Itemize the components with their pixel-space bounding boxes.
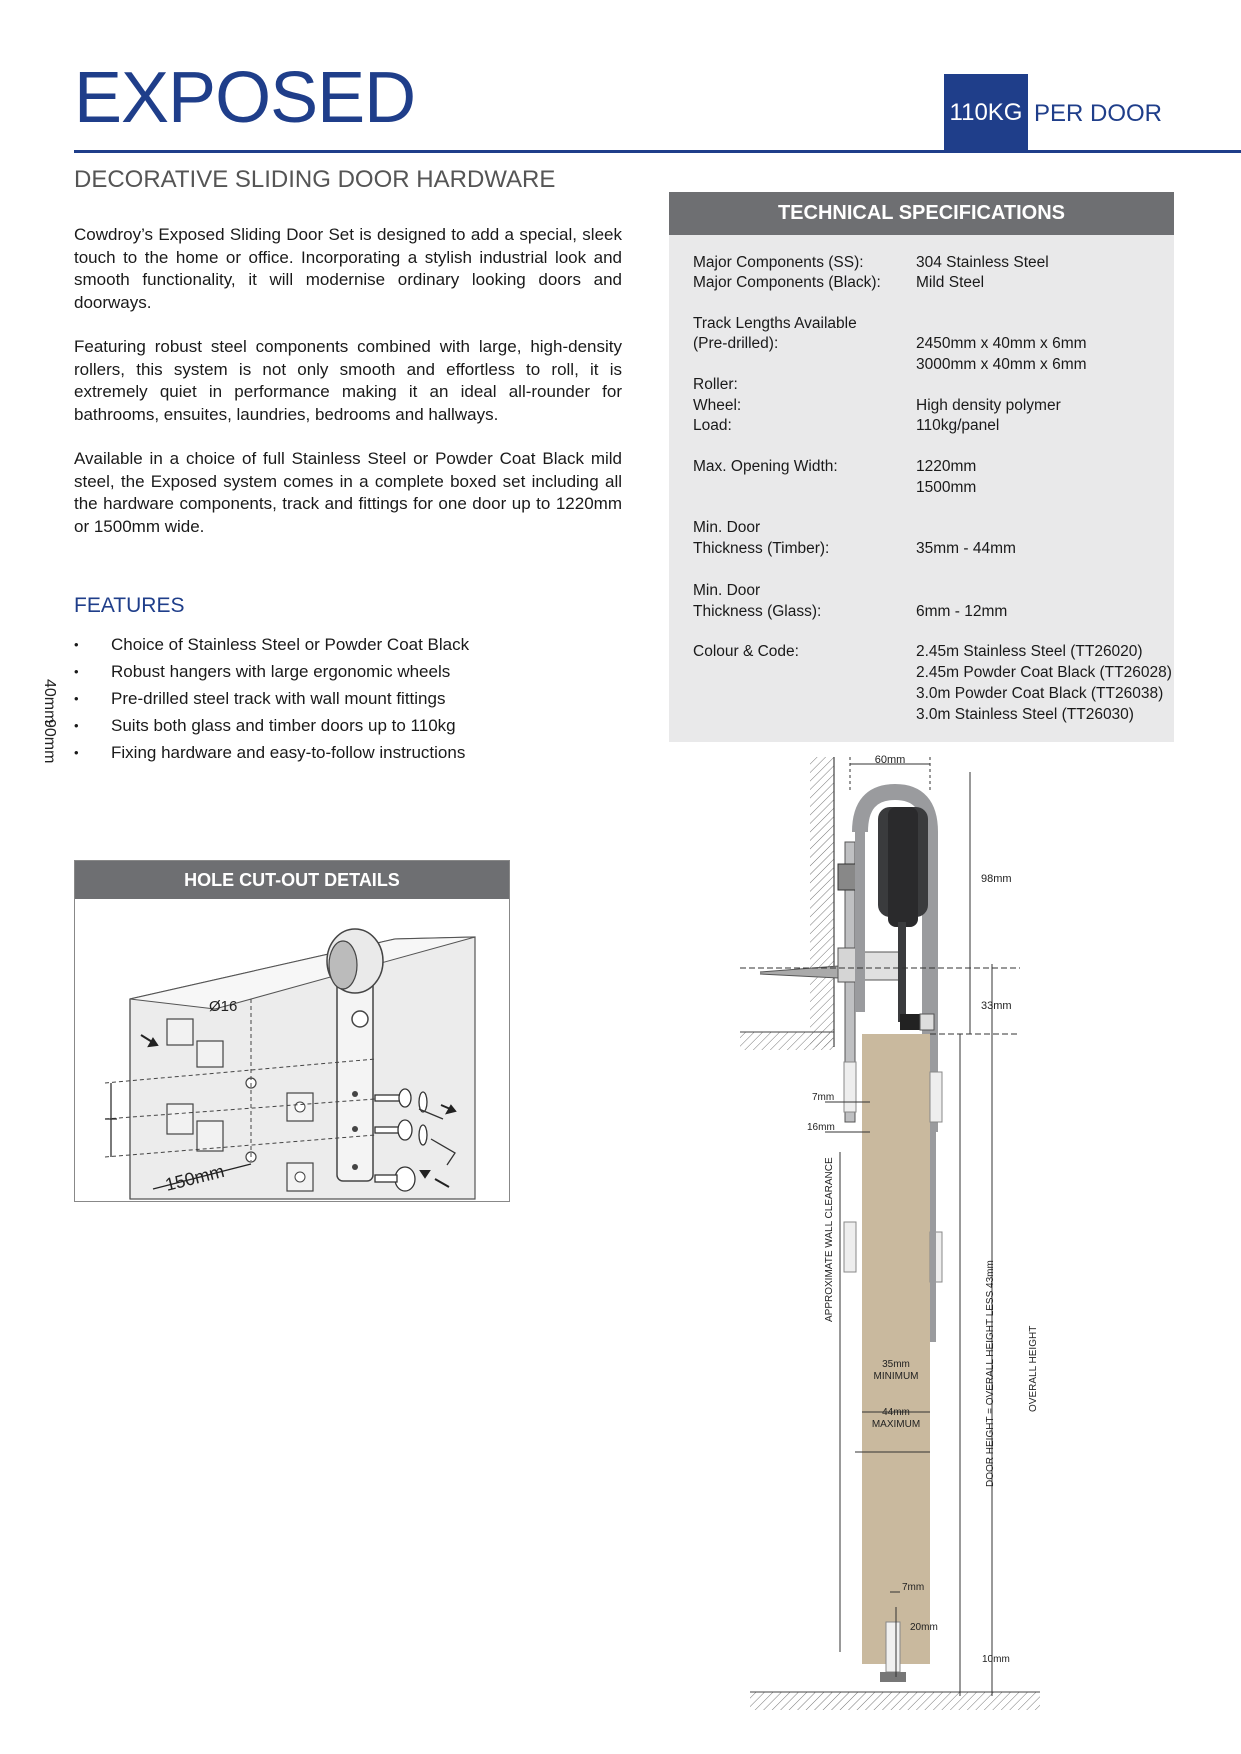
spec-label: Wheel: bbox=[693, 397, 742, 414]
feature-item: • Robust hangers with large ergonomic wheels bbox=[74, 658, 469, 685]
dim-44mm: 44mm bbox=[882, 1407, 910, 1418]
dim-7mm: 7mm bbox=[812, 1092, 835, 1103]
spec-label: Min. Door bbox=[693, 582, 761, 599]
dim-16mm: 16mm bbox=[807, 1122, 835, 1133]
hole-diameter-label: Ø16 bbox=[209, 998, 238, 1015]
dim-35mm: 35mm bbox=[882, 1359, 910, 1370]
hole-dim-90: 90mm bbox=[41, 719, 58, 764]
feature-item: • Suits both glass and timber doors up to 110kg bbox=[74, 712, 469, 739]
spec-label: Major Components (SS): bbox=[693, 254, 864, 271]
dim-minimum: MINIMUM bbox=[873, 1371, 919, 1382]
spec-value: 2.45m Powder Coat Black (TT26028) bbox=[916, 664, 1172, 681]
load-badge-label: PER DOOR bbox=[1034, 100, 1163, 127]
spec-label: Colour & Code: bbox=[693, 643, 799, 660]
spec-label: Roller: bbox=[693, 376, 738, 393]
feature-item: • Choice of Stainless Steel or Powder Coat Black bbox=[74, 631, 469, 658]
features-heading: FEATURES bbox=[74, 594, 185, 617]
spec-value: 1500mm bbox=[916, 479, 977, 496]
spec-value: 3.0m Powder Coat Black (TT26038) bbox=[916, 685, 1164, 702]
spec-label: Max. Opening Width: bbox=[693, 458, 838, 475]
spec-value: 3000mm x 40mm x 6mm bbox=[916, 356, 1087, 373]
spec-value: 1220mm bbox=[916, 458, 977, 475]
features-list bbox=[74, 631, 469, 766]
spec-value: 2.45m Stainless Steel (TT26020) bbox=[916, 643, 1143, 660]
feature-item: • Pre-drilled steel track with wall mount fittings bbox=[74, 685, 469, 712]
specs-heading: TECHNICAL SPECIFICATIONS bbox=[669, 192, 1174, 235]
cross-section-diagram bbox=[720, 752, 1066, 1712]
spec-label: Track Lengths Available bbox=[693, 315, 857, 332]
dim-60mm: 60mm bbox=[874, 754, 906, 766]
dim-98mm: 98mm bbox=[981, 873, 1012, 885]
spec-label: Load: bbox=[693, 417, 732, 434]
specs-panel bbox=[669, 192, 1174, 742]
page-subtitle: DECORATIVE SLIDING DOOR HARDWARE bbox=[74, 166, 556, 193]
intro-paragraph: Available in a choice of full Stainless Steel or Powder Coat Black mild steel, the Exposed system comes in a complete boxed set including all the hardware components, track and fittings for one door up to 1220mm or 1500mm wide. bbox=[74, 449, 622, 536]
page-title: EXPOSED bbox=[74, 58, 416, 138]
spec-value: 35mm - 44mm bbox=[916, 540, 1016, 557]
spec-value: 2450mm x 40mm x 6mm bbox=[916, 335, 1087, 352]
feature-item: • Fixing hardware and easy-to-follow instructions bbox=[74, 739, 469, 766]
label-door-height: DOOR HEIGHT = OVERALL HEIGHT LESS 43mm bbox=[985, 1260, 996, 1487]
spec-label: (Pre-drilled): bbox=[693, 335, 779, 352]
header-rule bbox=[74, 150, 1241, 153]
dim-33mm: 33mm bbox=[981, 1000, 1012, 1012]
hole-cutout-heading: HOLE CUT-OUT DETAILS bbox=[75, 861, 509, 899]
spec-value: 6mm - 12mm bbox=[916, 603, 1008, 620]
dim-maximum: MAXIMUM bbox=[871, 1419, 921, 1430]
label-overall-height: OVERALL HEIGHT bbox=[1028, 1325, 1039, 1412]
intro-paragraph: Cowdroy’s Exposed Sliding Door Set is designed to add a special, sleek touch to the home or office. Incorporating a stylish industrial look and smooth functionality, it will modernise ordinary looking doors and doorways. bbox=[74, 225, 622, 312]
dim-bottom-7mm: 7mm bbox=[902, 1582, 925, 1593]
spec-value: 3.0m Stainless Steel (TT26030) bbox=[916, 706, 1134, 723]
spec-label: Major Components (Black): bbox=[693, 274, 881, 291]
spec-value: 110kg/panel bbox=[916, 417, 1000, 434]
spec-label: Thickness (Timber): bbox=[693, 540, 830, 557]
spec-label: Min. Door bbox=[693, 519, 761, 536]
dim-20mm: 20mm bbox=[910, 1622, 938, 1633]
spec-label: Thickness (Glass): bbox=[693, 603, 822, 620]
spec-value: Mild Steel bbox=[916, 274, 985, 291]
hole-dim-150: 150mm bbox=[163, 1160, 227, 1195]
intro-paragraph: Featuring robust steel components combined with large, high-density rollers, this system is not only smooth and effortless to roll, it is extremely quiet in performance making it an ideal all-rounder for bathrooms, ensuites, laundries, bedrooms and hallways. bbox=[74, 337, 622, 424]
load-badge: 110KG bbox=[944, 74, 1028, 152]
label-wall-clearance: APPROXIMATE WALL CLEARANCE bbox=[824, 1157, 835, 1322]
spec-value: 304 Stainless Steel bbox=[916, 254, 1049, 271]
spec-value: High density polymer bbox=[916, 397, 1061, 414]
hole-dim-40: 40mm bbox=[41, 679, 58, 724]
dim-10mm: 10mm bbox=[982, 1654, 1010, 1665]
